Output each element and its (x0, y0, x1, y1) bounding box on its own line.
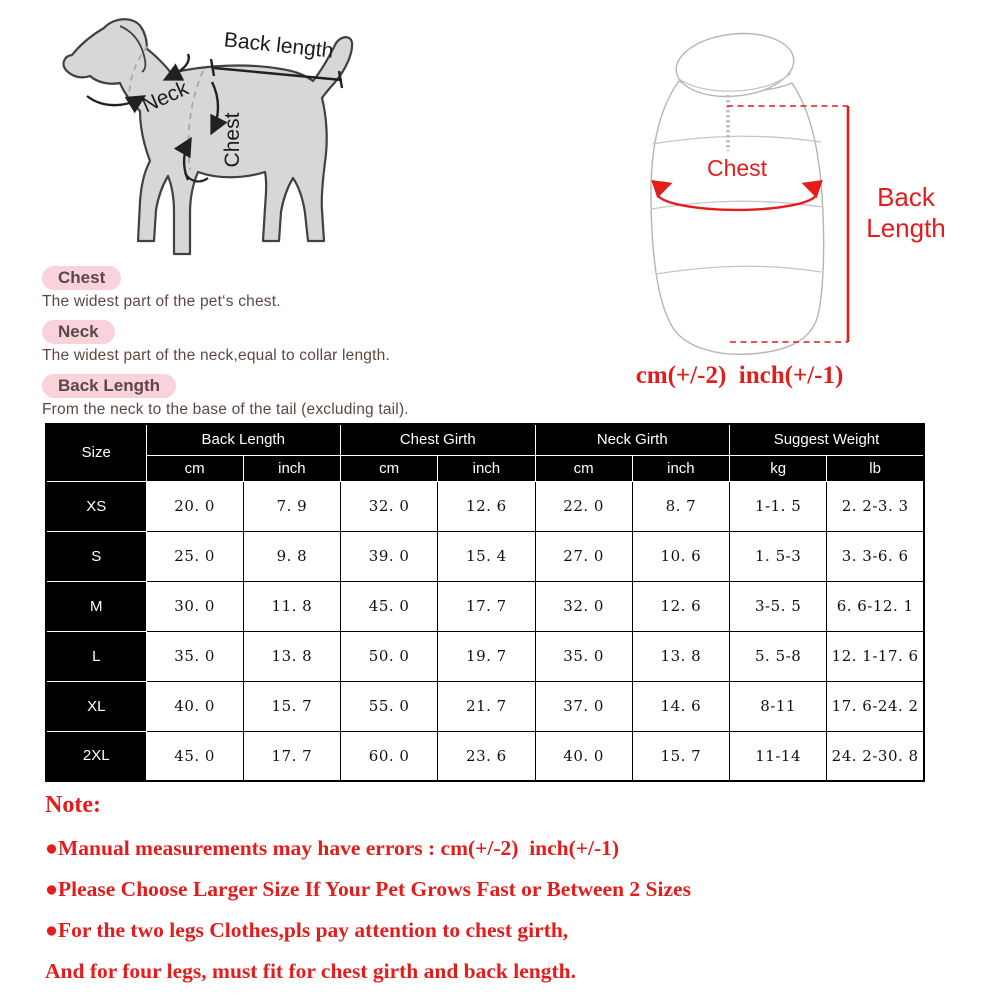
value-cell: 37. 0 (535, 681, 632, 731)
vest-chest-label: Chest (706, 155, 768, 181)
value-cell: 6. 6-12. 1 (827, 581, 924, 631)
value-cell: 17. 6-24. 2 (827, 681, 924, 731)
vest-back-length-label-line1: Back (877, 182, 935, 212)
col-group-neck-girth: Neck Girth (535, 424, 730, 455)
definition-chest (42, 266, 582, 311)
value-cell: 39. 0 (341, 531, 438, 581)
unit-header: lb (827, 455, 924, 481)
value-cell: 3-5. 5 (730, 581, 827, 631)
value-cell: 9. 8 (243, 531, 340, 581)
table-row (46, 631, 924, 681)
unit-header: cm (535, 455, 632, 481)
value-cell: 8-11 (730, 681, 827, 731)
note-line: And for four legs, must fit for chest girth and back length. (45, 959, 576, 983)
value-cell: 55. 0 (341, 681, 438, 731)
table-row (46, 581, 924, 631)
value-cell: 19. 7 (438, 631, 535, 681)
value-cell: 8. 7 (632, 481, 729, 531)
note-line: ●Manual measurements may have errors : cm(+/-2) inch(+/-1) (45, 836, 620, 860)
value-cell: 14. 6 (632, 681, 729, 731)
tolerance-text: cm(+/-2) inch(+/-1) (635, 362, 844, 389)
value-cell: 32. 0 (535, 581, 632, 631)
value-cell: 30. 0 (146, 581, 243, 631)
value-cell: 12. 1-17. 6 (827, 631, 924, 681)
value-cell: 22. 0 (535, 481, 632, 531)
value-cell: 12. 6 (438, 481, 535, 531)
unit-header: kg (730, 455, 827, 481)
neck-definition-text: The widest part of the neck,equal to collar length. (42, 347, 390, 364)
value-cell: 11-14 (730, 731, 827, 781)
note-line: ●For the two legs Clothes,pls pay attention to chest girth, (45, 918, 569, 942)
value-cell: 40. 0 (146, 681, 243, 731)
value-cell: 17. 7 (243, 731, 340, 781)
chest-definition-text: The widest part of the pet‘s chest. (42, 293, 281, 310)
unit-header: inch (438, 455, 535, 481)
value-cell: 15. 4 (438, 531, 535, 581)
chest-badge: Chest (42, 266, 121, 290)
note-line: ●Please Choose Larger Size If Your Pet Grows Fast or Between 2 Sizes (45, 877, 691, 901)
back-length-definition-text: From the neck to the base of the tail (excluding tail). (42, 401, 409, 418)
unit-header: inch (632, 455, 729, 481)
value-cell: 35. 0 (146, 631, 243, 681)
value-cell: 13. 8 (243, 631, 340, 681)
size-cell: 2XL (46, 731, 146, 781)
notes-heading: Note: (45, 792, 101, 818)
value-cell: 45. 0 (146, 731, 243, 781)
dog-back-length-label: Back length (222, 28, 335, 63)
col-group-suggest-weight: Suggest Weight (730, 424, 925, 455)
value-cell: 11. 8 (243, 581, 340, 631)
col-group-chest-girth: Chest Girth (341, 424, 536, 455)
table-row (46, 681, 924, 731)
size-cell: XL (46, 681, 146, 731)
col-header-size: Size (46, 424, 146, 481)
value-cell: 7. 9 (243, 481, 340, 531)
dog-measurement-diagram (42, 10, 364, 266)
value-cell: 27. 0 (535, 531, 632, 581)
value-cell: 12. 6 (632, 581, 729, 631)
size-cell: XS (46, 481, 146, 531)
value-cell: 20. 0 (146, 481, 243, 531)
col-group-back-length: Back Length (146, 424, 341, 455)
value-cell: 1. 5-3 (730, 531, 827, 581)
value-cell: 15. 7 (243, 681, 340, 731)
value-cell: 35. 0 (535, 631, 632, 681)
unit-header: inch (243, 455, 340, 481)
table-row (46, 731, 924, 781)
value-cell: 32. 0 (341, 481, 438, 531)
definition-neck (42, 320, 582, 365)
dog-neck-label: Neck (138, 76, 192, 118)
notes-section (45, 792, 975, 1000)
size-cell: L (46, 631, 146, 681)
vest-back-length-label-line2: Length (866, 213, 946, 243)
value-cell: 24. 2-30. 8 (827, 731, 924, 781)
vest-measurement-diagram (615, 15, 1000, 363)
table-row (46, 481, 924, 531)
table-row (46, 531, 924, 581)
value-cell: 3. 3-6. 6 (827, 531, 924, 581)
value-cell: 45. 0 (341, 581, 438, 631)
value-cell: 25. 0 (146, 531, 243, 581)
unit-header: cm (146, 455, 243, 481)
value-cell: 23. 6 (438, 731, 535, 781)
value-cell: 40. 0 (535, 731, 632, 781)
size-cell: M (46, 581, 146, 631)
unit-header: cm (341, 455, 438, 481)
value-cell: 15. 7 (632, 731, 729, 781)
back-length-badge: Back Length (42, 374, 176, 398)
size-chart-table (45, 423, 925, 782)
value-cell: 5. 5-8 (730, 631, 827, 681)
size-cell: S (46, 531, 146, 581)
vest-body-shape (651, 81, 824, 354)
value-cell: 13. 8 (632, 631, 729, 681)
value-cell: 2. 2-3. 3 (827, 481, 924, 531)
measurement-definitions (42, 266, 582, 428)
value-cell: 1-1. 5 (730, 481, 827, 531)
value-cell: 60. 0 (341, 731, 438, 781)
value-cell: 50. 0 (341, 631, 438, 681)
definition-back-length (42, 374, 582, 419)
neck-badge: Neck (42, 320, 115, 344)
dog-chest-label: Chest (221, 112, 244, 168)
value-cell: 10. 6 (632, 531, 729, 581)
value-cell: 17. 7 (438, 581, 535, 631)
value-cell: 21. 7 (438, 681, 535, 731)
